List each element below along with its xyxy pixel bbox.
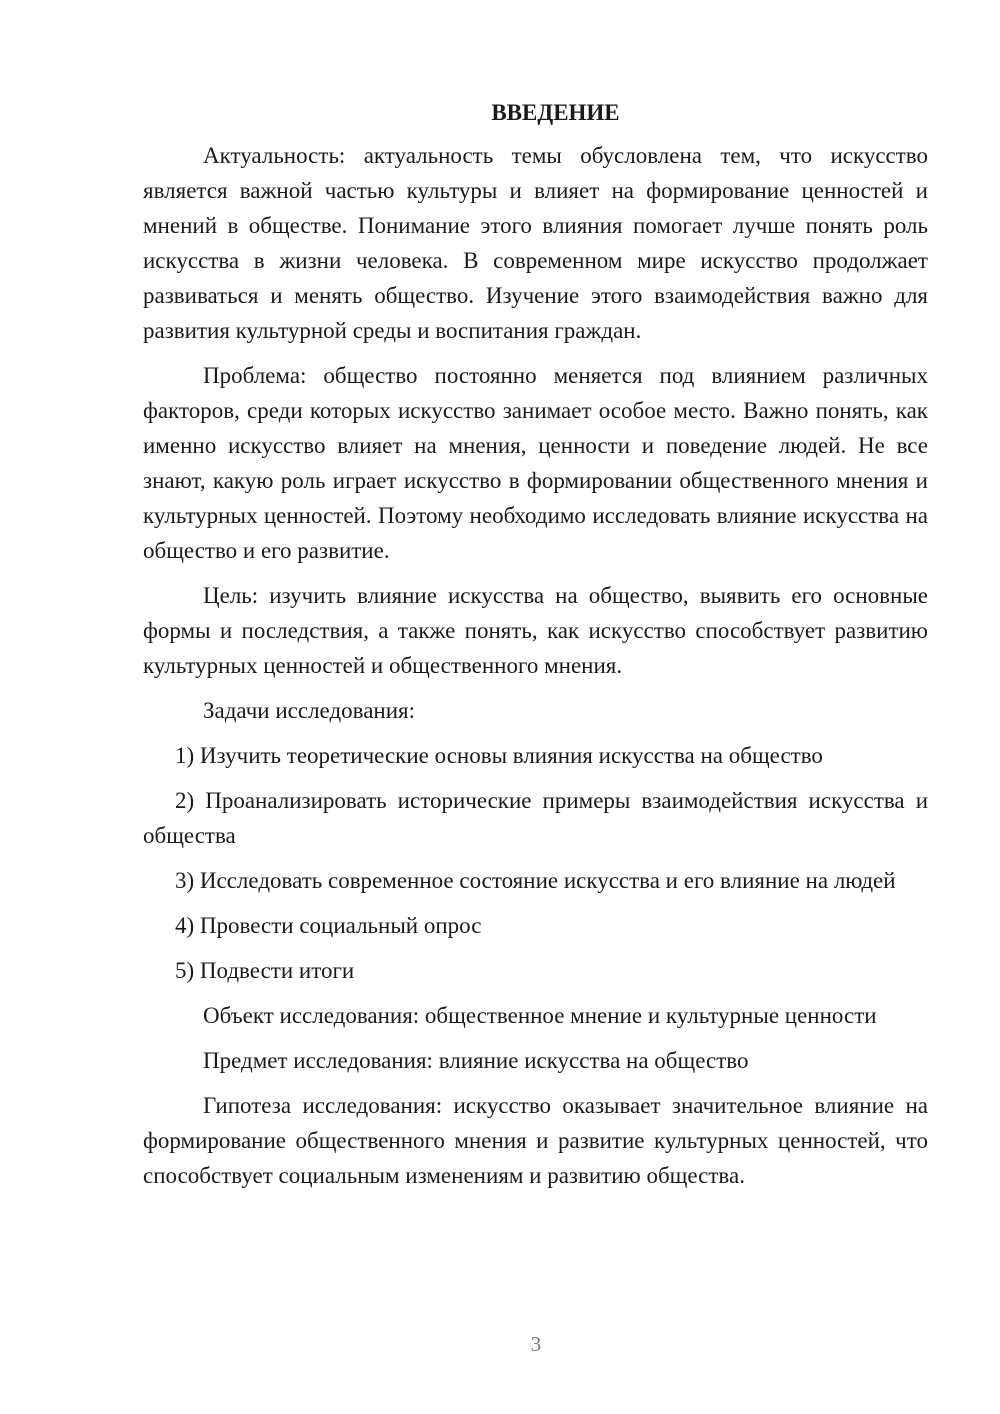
page-number: 3 — [530, 1332, 542, 1356]
task-item: 4) Провести социальный опрос — [175, 913, 482, 938]
task-item: 2) Проанализировать исторические примеры взаимодействия искусства и общества — [143, 788, 928, 848]
goal-paragraph: Цель: изучить влияние искусства на общество, выявить его основные формы и последствия, а также понять, как искусство способствует развитию культурных ценностей и общественного мнения. — [143, 583, 928, 678]
task-item: 1) Изучить теоретические основы влияния искусства на общество — [175, 743, 823, 768]
subject-paragraph: Предмет исследования: влияние искусства на общество — [203, 1048, 749, 1073]
tasks-heading: Задачи исследования: — [203, 698, 416, 723]
hypothesis-paragraph: Гипотеза исследования: искусство оказывает значительное влияние на формирование общественного мнения и развитие культурных ценностей, что способствует социальным изменениям и развитию общества. — [143, 1093, 928, 1188]
page-title: ВВЕДЕНИЕ — [491, 100, 620, 125]
object-paragraph: Объект исследования: общественное мнение и культурные ценности — [203, 1003, 877, 1028]
document-body — [143, 95, 928, 1203]
relevance-paragraph: Актуальность: актуальность темы обусловлена тем, что искусство является важной частью культуры и влияет на формирование ценностей и мнений в обществе. Понимание этого влияния помогает лучше понять роль искусства в жизни человека. В современном мире искусство продолжает развиваться и менять общество. Изучение этого взаимодействия важно для развития культурной среды и воспитания граждан. — [143, 143, 928, 343]
problem-paragraph: Проблема: общество постоянно меняется под влиянием различных факторов, среди которых искусство занимает особое место. Важно понять, как именно искусство влияет на мнения, ценности и поведение людей. Не все знают, какую роль играет искусство в формировании общественного мнения и культурных ценностей. Поэтому необходимо исследовать влияние искусства на общество и его развитие. — [143, 363, 928, 563]
task-item: 3) Исследовать современное состояние искусства и его влияние на людей — [175, 868, 896, 893]
task-item: 5) Подвести итоги — [175, 958, 355, 983]
